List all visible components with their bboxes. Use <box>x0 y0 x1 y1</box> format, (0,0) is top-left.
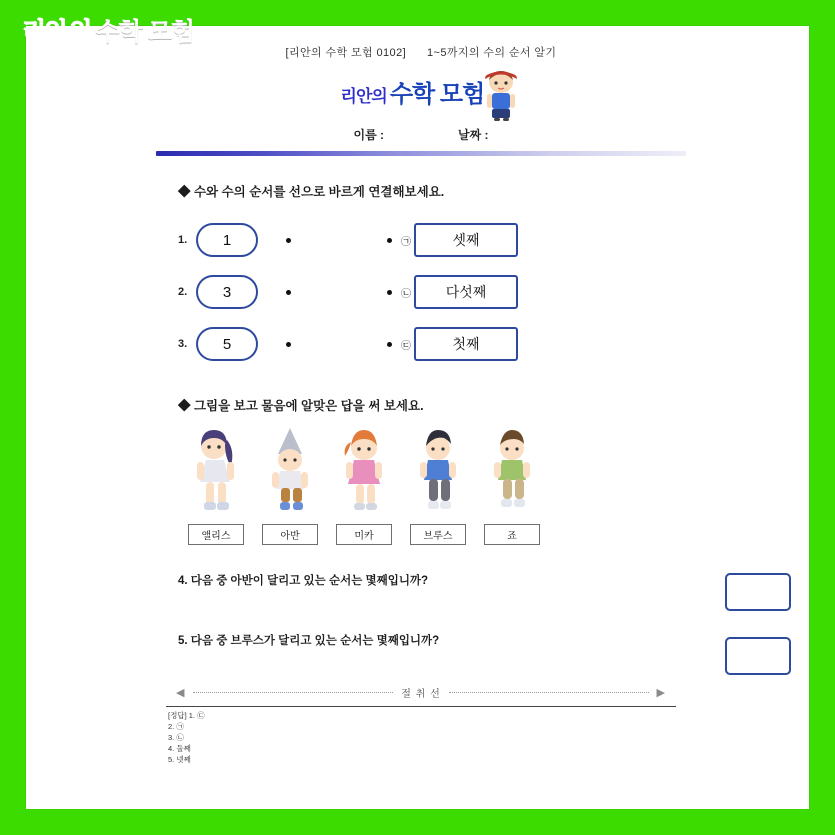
kids-row <box>178 426 558 522</box>
name-date-row <box>156 126 686 143</box>
girl-running-purple-icon <box>182 426 250 522</box>
running-kids-figure <box>178 426 558 556</box>
kid-name-label: 아반 <box>262 524 318 545</box>
number-oval: 1 <box>196 223 258 257</box>
worksheet-logo <box>341 74 485 109</box>
title-row <box>156 68 686 124</box>
header-divider <box>156 151 686 156</box>
arrow-left-icon: ◀ <box>176 686 186 699</box>
ordinal-box: 다섯째 <box>414 275 518 309</box>
question-4-text: 다음 중 아반이 달리고 있는 순서는 몇째입니까? <box>190 575 429 587</box>
number-oval: 3 <box>196 275 258 309</box>
kid-labels-row <box>178 524 558 545</box>
boy-running-green-icon <box>478 426 546 522</box>
question-5-answer-box[interactable] <box>725 637 791 675</box>
document-header <box>156 30 686 60</box>
dash-right <box>449 692 649 693</box>
option-marker: ㉡ <box>401 288 411 300</box>
girl-running-pink-icon <box>330 426 398 522</box>
answer-line: 5. 넷째 <box>168 754 191 764</box>
kid-name-label: 앨리스 <box>188 524 244 545</box>
date-label: 날짜 : <box>458 128 489 142</box>
connect-dot-left[interactable] <box>286 238 291 243</box>
boy-mascot-icon <box>479 68 523 122</box>
connect-dot-right[interactable] <box>387 238 392 243</box>
table-row <box>178 266 686 318</box>
watermark-text-2: 수학 모험 <box>95 18 194 46</box>
connect-dot-left[interactable] <box>286 342 291 347</box>
question-5-text: 다음 중 브루스가 달리고 있는 순서는 몇째입니까? <box>190 635 440 647</box>
option-marker: ㉠ <box>401 236 411 248</box>
option-marker: ㉢ <box>401 340 411 352</box>
matching-list <box>156 214 686 370</box>
question1-heading: ◆ 수와 수의 순서를 선으로 바르게 연결해보세요. <box>178 185 445 199</box>
answer-line: 2. ㉠ <box>168 721 184 731</box>
boy-running-blue-icon <box>404 426 472 522</box>
question-4-answer-box[interactable] <box>725 573 791 611</box>
connect-dot-right[interactable] <box>387 342 392 347</box>
header-code: [리안의 수학 모험 0102] <box>285 47 407 59</box>
question-5-number: 5. <box>178 635 188 647</box>
question2-heading: ◆ 그림을 보고 물음에 알맞은 답을 써 보세요. <box>178 399 424 413</box>
answer-line: 4. 둘째 <box>168 743 191 753</box>
number-oval: 5 <box>196 327 258 361</box>
cut-line-label: 절 취 선 <box>401 688 441 700</box>
row-number: 2. <box>178 286 188 298</box>
dash-left <box>193 692 393 693</box>
worksheet-sheet <box>156 30 686 765</box>
watermark <box>22 12 194 48</box>
row-number: 3. <box>178 338 188 350</box>
answer-key <box>168 711 686 765</box>
arrow-right-icon: ▶ <box>656 686 667 699</box>
watermark-text-1: 리안의 <box>22 18 92 46</box>
question-5 <box>178 632 686 648</box>
ordinal-box: 첫째 <box>414 327 518 361</box>
ordinal-box: 셋째 <box>414 223 518 257</box>
kid-name-label: 브루스 <box>410 524 466 545</box>
table-row <box>178 318 686 370</box>
kid-name-label: 죠 <box>484 524 540 545</box>
connect-dot-right[interactable] <box>387 290 392 295</box>
connect-dot-left[interactable] <box>286 290 291 295</box>
question-4 <box>178 572 686 588</box>
boy-running-helmet-icon <box>256 426 324 522</box>
table-row <box>178 214 686 266</box>
logo-text-2: 수학 모험 <box>389 81 485 108</box>
answer-line: [정답] 1. ㉢ <box>168 711 205 720</box>
answer-line: 3. ㉡ <box>168 732 184 742</box>
question-4-number: 4. <box>178 575 188 587</box>
cut-line <box>176 684 666 700</box>
name-label: 이름 : <box>353 128 384 142</box>
header-topic: 1~5까지의 수의 순서 알기 <box>427 47 557 59</box>
footer-divider <box>166 706 676 707</box>
kid-name-label: 미카 <box>336 524 392 545</box>
worksheet-page <box>26 26 809 809</box>
row-number: 1. <box>178 234 188 246</box>
logo-text-1: 리안의 <box>340 87 387 106</box>
